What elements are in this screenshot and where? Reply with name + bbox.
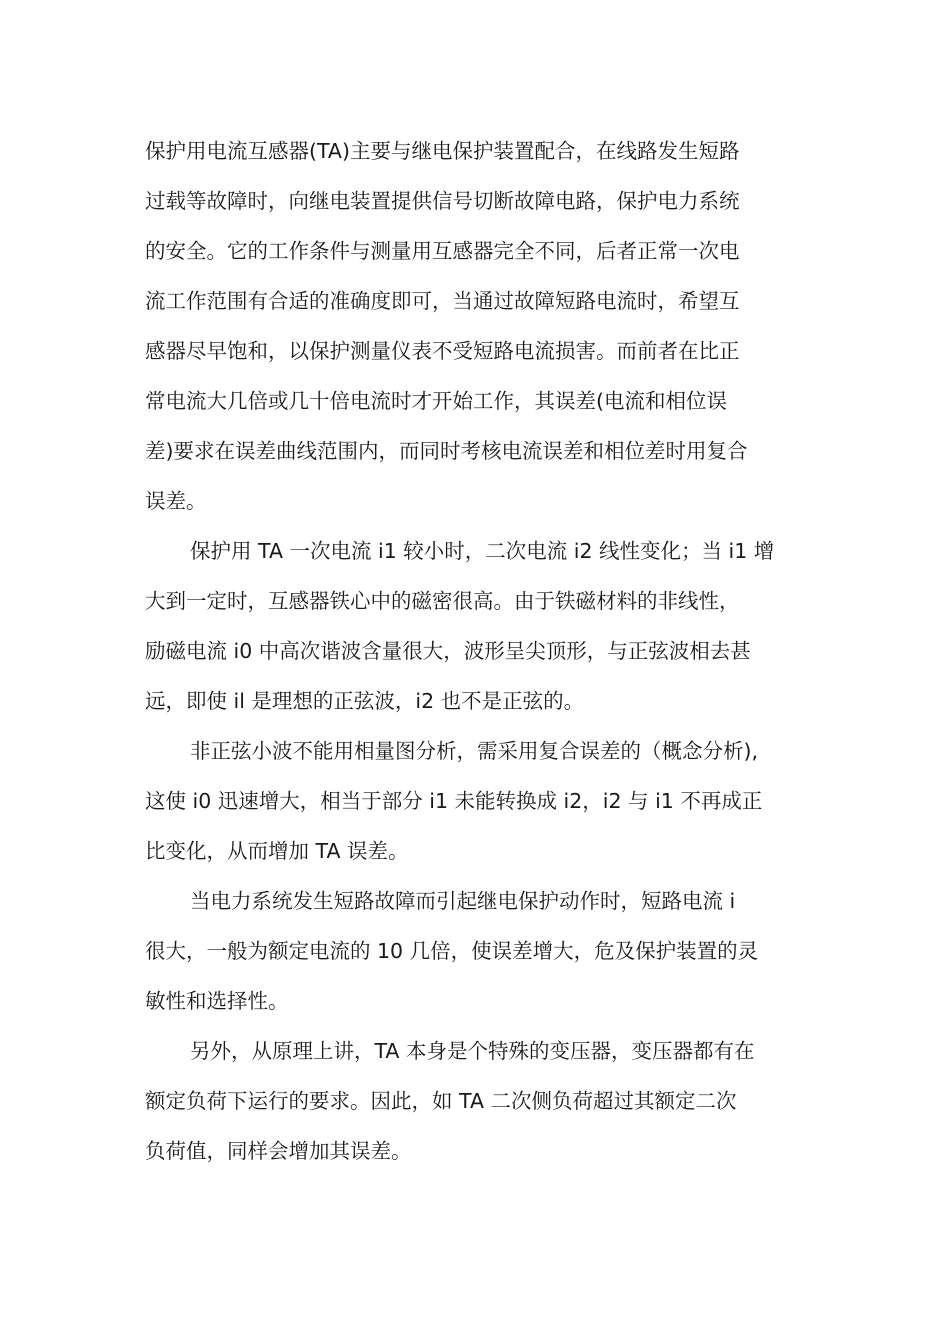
text-line: 敏性和选择性。 xyxy=(145,989,289,1013)
text-line: 另外，从原理上讲，TA 本身是个特殊的变压器，变压器都有在 xyxy=(190,1039,755,1063)
text-line: 大到一定时，互感器铁心中的磁密很高。由于铁磁材料的非线性， xyxy=(145,589,740,613)
text-line: 误差。 xyxy=(145,489,207,513)
text-line: 流工作范围有合适的准确度即可，当通过故障短路电流时，希望互 xyxy=(145,289,740,313)
document-body xyxy=(145,126,810,1176)
paragraph-4 xyxy=(145,876,810,1026)
text-line: 常电流大几倍或几十倍电流时才开始工作，其误差(电流和相位误 xyxy=(145,389,727,413)
text-line: 感器尽早饱和，以保护测量仪表不受短路电流损害。而前者在比正 xyxy=(145,339,740,363)
paragraph-1 xyxy=(145,126,810,526)
text-line: 保护用电流互感器(TA)主要与继电保护装置配合，在线路发生短路 xyxy=(145,139,740,163)
text-line: 很大，一般为额定电流的 10 几倍，使误差增大，危及保护装置的灵 xyxy=(145,939,759,963)
text-line: 差)要求在误差曲线范围内，而同时考核电流误差和相位差时用复合 xyxy=(145,439,748,463)
paragraph-2 xyxy=(145,526,810,726)
paragraph-3 xyxy=(145,726,810,876)
text-line: 的安全。它的工作条件与测量用互感器完全不同，后者正常一次电 xyxy=(145,239,740,263)
text-line: 额定负荷下运行的要求。因此，如 TA 二次侧负荷超过其额定二次 xyxy=(145,1089,737,1113)
text-line: 负荷值，同样会增加其误差。 xyxy=(145,1139,412,1163)
text-line: 这使 i0 迅速增大，相当于部分 i1 未能转换成 i2，i2 与 i1 不再成正 xyxy=(145,789,763,813)
text-line: 保护用 TA 一次电流 i1 较小时，二次电流 i2 线性变化；当 i1 增 xyxy=(190,539,775,563)
text-line: 当电力系统发生短路故障而引起继电保护动作时，短路电流 i xyxy=(190,889,736,913)
text-line: 比变化，从而增加 TA 误差。 xyxy=(145,839,409,863)
text-line: 励磁电流 i0 中高次谐波含量很大，波形呈尖顶形，与正弦波相去甚 xyxy=(145,639,751,663)
text-line: 远，即使 il 是理想的正弦波，i2 也不是正弦的。 xyxy=(145,689,585,713)
text-line: 非正弦小波不能用相量图分析，需采用复合误差的（概念分析), xyxy=(190,739,759,763)
paragraph-5 xyxy=(145,1026,810,1176)
text-line: 过载等故障时，向继电装置提供信号切断故障电路，保护电力系统 xyxy=(145,189,740,213)
